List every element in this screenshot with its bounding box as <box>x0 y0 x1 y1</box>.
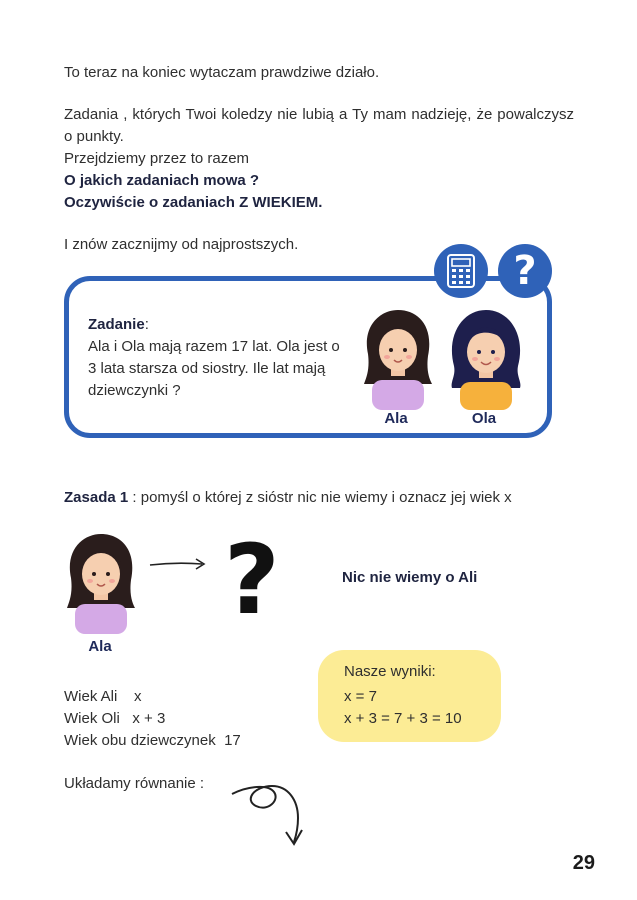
age-row-ola: Wiek Oli x + 3 <box>64 710 166 727</box>
intro-paragraph <box>64 104 574 214</box>
intro-line: To teraz na koniec wytaczam prawdziwe działo. <box>64 64 380 81</box>
results-line-2: x + 3 = 7 + 3 = 10 <box>344 710 462 727</box>
intro-paragraph-b: Przejdziemy przez to razem <box>64 150 250 167</box>
results-line-1: x = 7 <box>344 688 377 705</box>
task-body: Ala i Ola mają razem 17 lat. Ola jest o 3 lata starsza od siostry. Ile lat mają dziewczynki ? <box>88 338 340 399</box>
intro-paragraph-a: Zadania , których Twoi koledzy nie lubią a Ty mam nadzieję, że powalczysz o punkty. <box>64 106 574 145</box>
arrow-right-icon <box>148 556 208 577</box>
equation-prompt: Układamy równanie : <box>64 775 205 792</box>
question-glyph: ? <box>513 248 537 294</box>
age-row-ala: Wiek Ali x <box>64 688 142 705</box>
ala-label: Ala <box>384 410 408 427</box>
curly-arrow-icon <box>228 780 312 855</box>
ages-list <box>64 686 304 752</box>
intro-bold-question: O jakich zadaniach mowa ? <box>64 172 260 189</box>
intro-bold-answer: Oczywiście o zadaniach Z WIEKIEM. <box>64 194 323 211</box>
ala-big-avatar <box>62 530 140 639</box>
task-heading-colon: : <box>144 316 149 333</box>
rule-1-text: : pomyśl o której z sióstr nic nie wiemy i oznacz jej wiek x <box>128 489 512 506</box>
ala-big-label: Ala <box>88 638 112 655</box>
age-row-both: Wiek obu dziewczynek 17 <box>64 732 241 749</box>
intro-simple-line: I znów zacznijmy od najprostszych. <box>64 236 299 253</box>
ola-avatar <box>448 306 524 415</box>
unknown-statement: Nic nie wiemy o Ali <box>342 569 478 586</box>
results-title: Nasze wyniki: <box>344 663 436 680</box>
big-question-mark: ? <box>224 524 280 636</box>
ola-label: Ola <box>471 410 497 427</box>
calculator-icon <box>434 244 488 298</box>
task-heading: Zadanie <box>88 316 145 333</box>
rule-1-label: Zasada 1 <box>64 489 129 506</box>
question-mark-icon <box>498 244 552 298</box>
task-text <box>88 314 348 402</box>
page-number: 29 <box>572 852 595 874</box>
ala-avatar <box>360 306 436 415</box>
rule-1 <box>64 487 512 509</box>
